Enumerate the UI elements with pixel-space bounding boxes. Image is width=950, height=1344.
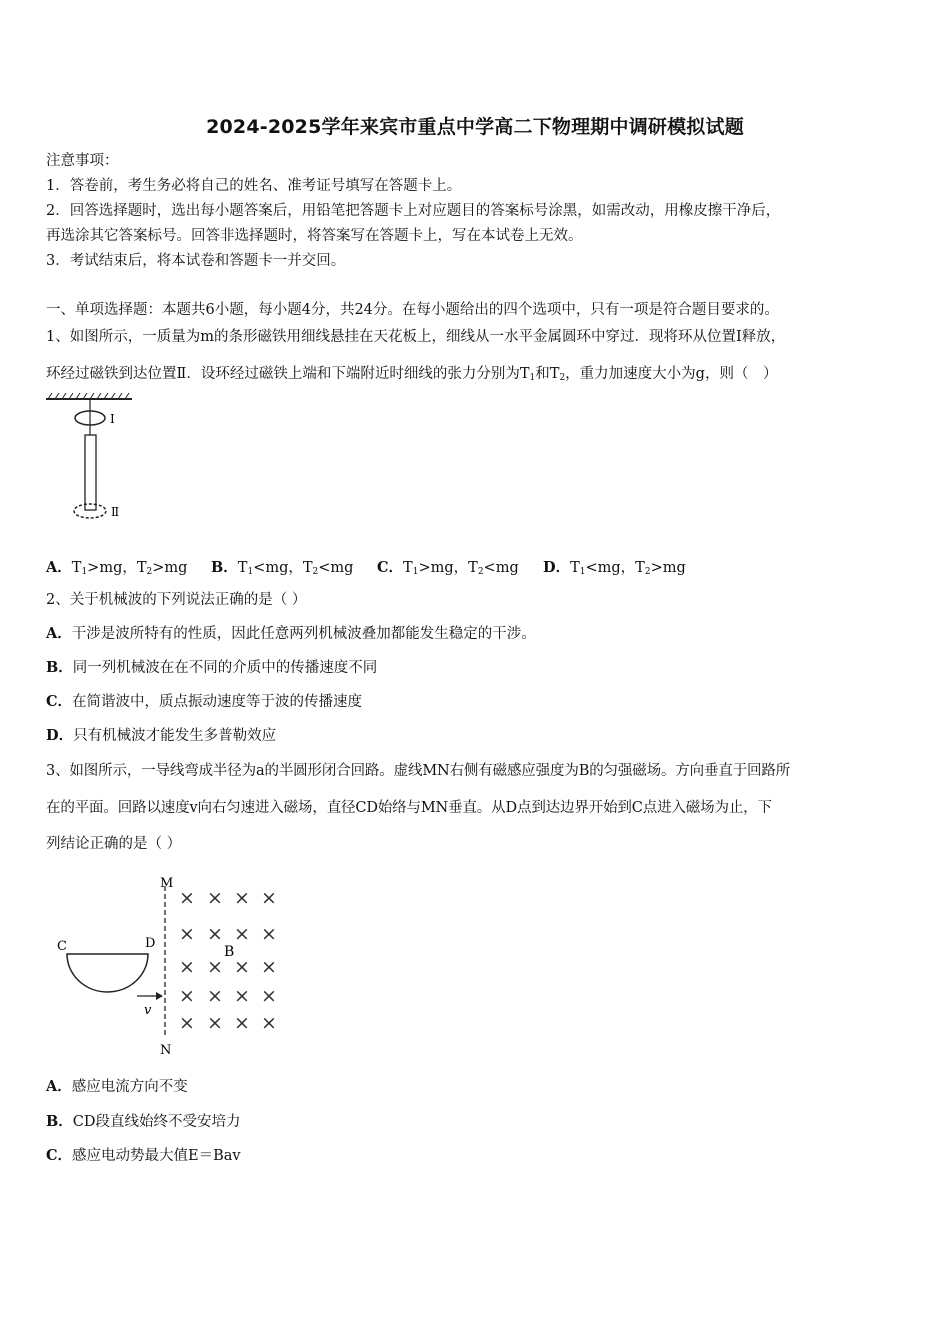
svg-text:×: × [207, 923, 223, 945]
label-position-2: Ⅱ [111, 505, 120, 519]
label-v: v [144, 1003, 152, 1018]
q2-option-c[interactable]: C．在简谐波中，质点振动速度等于波的传播速度 [46, 693, 363, 710]
label-b: B [224, 944, 235, 960]
svg-text:×: × [261, 923, 277, 945]
semicircle-loop [67, 954, 148, 992]
svg-text:×: × [234, 1012, 250, 1034]
svg-text:×: × [179, 1012, 195, 1034]
q1-stem-line2: 环经过磁铁到达位置Ⅱ．设环经过磁铁上端和下端附近时细线的张力分别为$T_1$和$T_2$，重力加速度大小为g，则（ ） [46, 366, 778, 383]
q3-figure [52, 872, 292, 1062]
q1-figure [44, 392, 134, 532]
q2-option-d[interactable]: D．只有机械波才能发生多普勒效应 [46, 727, 277, 744]
q3-stem-line1: 3、如图所示，一导线弯成半径为a的半圆形闭合回路。虚线MN右侧有磁感应强度为B的匀强磁场。方向垂直于回路所 [46, 763, 791, 779]
svg-text:×: × [207, 1012, 223, 1034]
q2-option-b[interactable]: B．同一列机械波在在不同的介质中的传播速度不同 [46, 659, 378, 676]
q1-stem-line1: 1、如图所示，一质量为m的条形磁铁用细线悬挂在天花板上，细线从一水平金属圆环中穿过．现将环从位置Ⅰ释放， [46, 329, 786, 345]
q1-option-c[interactable]: C．$T_1>mg$，$T_2<mg$ [377, 559, 519, 577]
svg-text:×: × [179, 923, 195, 945]
label-n: N [160, 1043, 172, 1058]
q1-options [46, 556, 686, 577]
svg-text:×: × [234, 887, 250, 909]
q3-stem-line2: 在的平面。回路以速度v向右匀速进入磁场，直径CD始络与MN垂直。从D点到达边界开始到C点进入磁场为止，下 [46, 800, 772, 816]
svg-text:×: × [261, 887, 277, 909]
label-position-1: Ⅰ [110, 412, 115, 426]
magnetic-field-grid [179, 887, 277, 1034]
svg-text:×: × [207, 887, 223, 909]
svg-text:×: × [234, 956, 250, 978]
svg-text:×: × [207, 985, 223, 1007]
label-d: D [145, 936, 156, 951]
q3-option-c[interactable]: C．感应电动势最大值E＝Bav [46, 1147, 241, 1164]
q1-option-b[interactable]: B．$T_1<mg$，$T_2<mg$ [211, 559, 354, 577]
svg-text:×: × [179, 956, 195, 978]
section-heading: 一、单项选择题：本题共6小题，每小题4分，共24分。在每小题给出的四个选项中，只有一项是符合题目要求的。 [46, 302, 779, 318]
label-m: M [160, 876, 174, 891]
svg-text:×: × [234, 923, 250, 945]
ceiling-hatch [46, 393, 132, 399]
exam-title: 2024-2025学年来宾市重点中学高二下物理期中调研模拟试题 [206, 116, 744, 138]
svg-text:×: × [261, 956, 277, 978]
q3-option-b[interactable]: B．CD段直线始终不受安培力 [46, 1113, 241, 1130]
notice-item-3: 3．考试结束后，将本试卷和答题卡一并交回。 [46, 253, 346, 269]
svg-text:×: × [261, 1012, 277, 1034]
q1-option-d[interactable]: D．$T_1<mg$，$T_2>mg$ [543, 559, 686, 577]
label-c: C [57, 939, 67, 954]
svg-text:×: × [179, 887, 195, 909]
q3-option-a[interactable]: A．感应电流方向不变 [46, 1078, 188, 1095]
q3-stem-line3: 列结论正确的是（ ） [46, 836, 182, 852]
notice-heading: 注意事项： [46, 153, 119, 169]
bar-magnet [85, 435, 96, 510]
q1-option-a[interactable]: A．$T_1>mg$，$T_2>mg$ [46, 559, 188, 577]
svg-text:×: × [179, 985, 195, 1007]
svg-text:×: × [261, 985, 277, 1007]
notice-item-2-cont: 再选涂其它答案标号。回答非选择题时，将答案写在答题卡上，写在本试卷上无效。 [46, 228, 583, 244]
notice-item-1: 1．答卷前，考生务必将自己的姓名、准考证号填写在答题卡上。 [46, 178, 462, 194]
svg-text:×: × [207, 956, 223, 978]
notice-item-2: 2．回答选择题时，选出每小题答案后，用铅笔把答题卡上对应题目的答案标号涂黑，如需改动，用橡皮擦干净后， [46, 203, 781, 219]
q2-stem: 2、关于机械波的下列说法正确的是（ ） [46, 592, 307, 608]
q2-option-a[interactable]: A．干涉是波所特有的性质，因此任意两列机械波叠加都能发生稳定的干涉。 [46, 625, 536, 642]
svg-text:×: × [234, 985, 250, 1007]
